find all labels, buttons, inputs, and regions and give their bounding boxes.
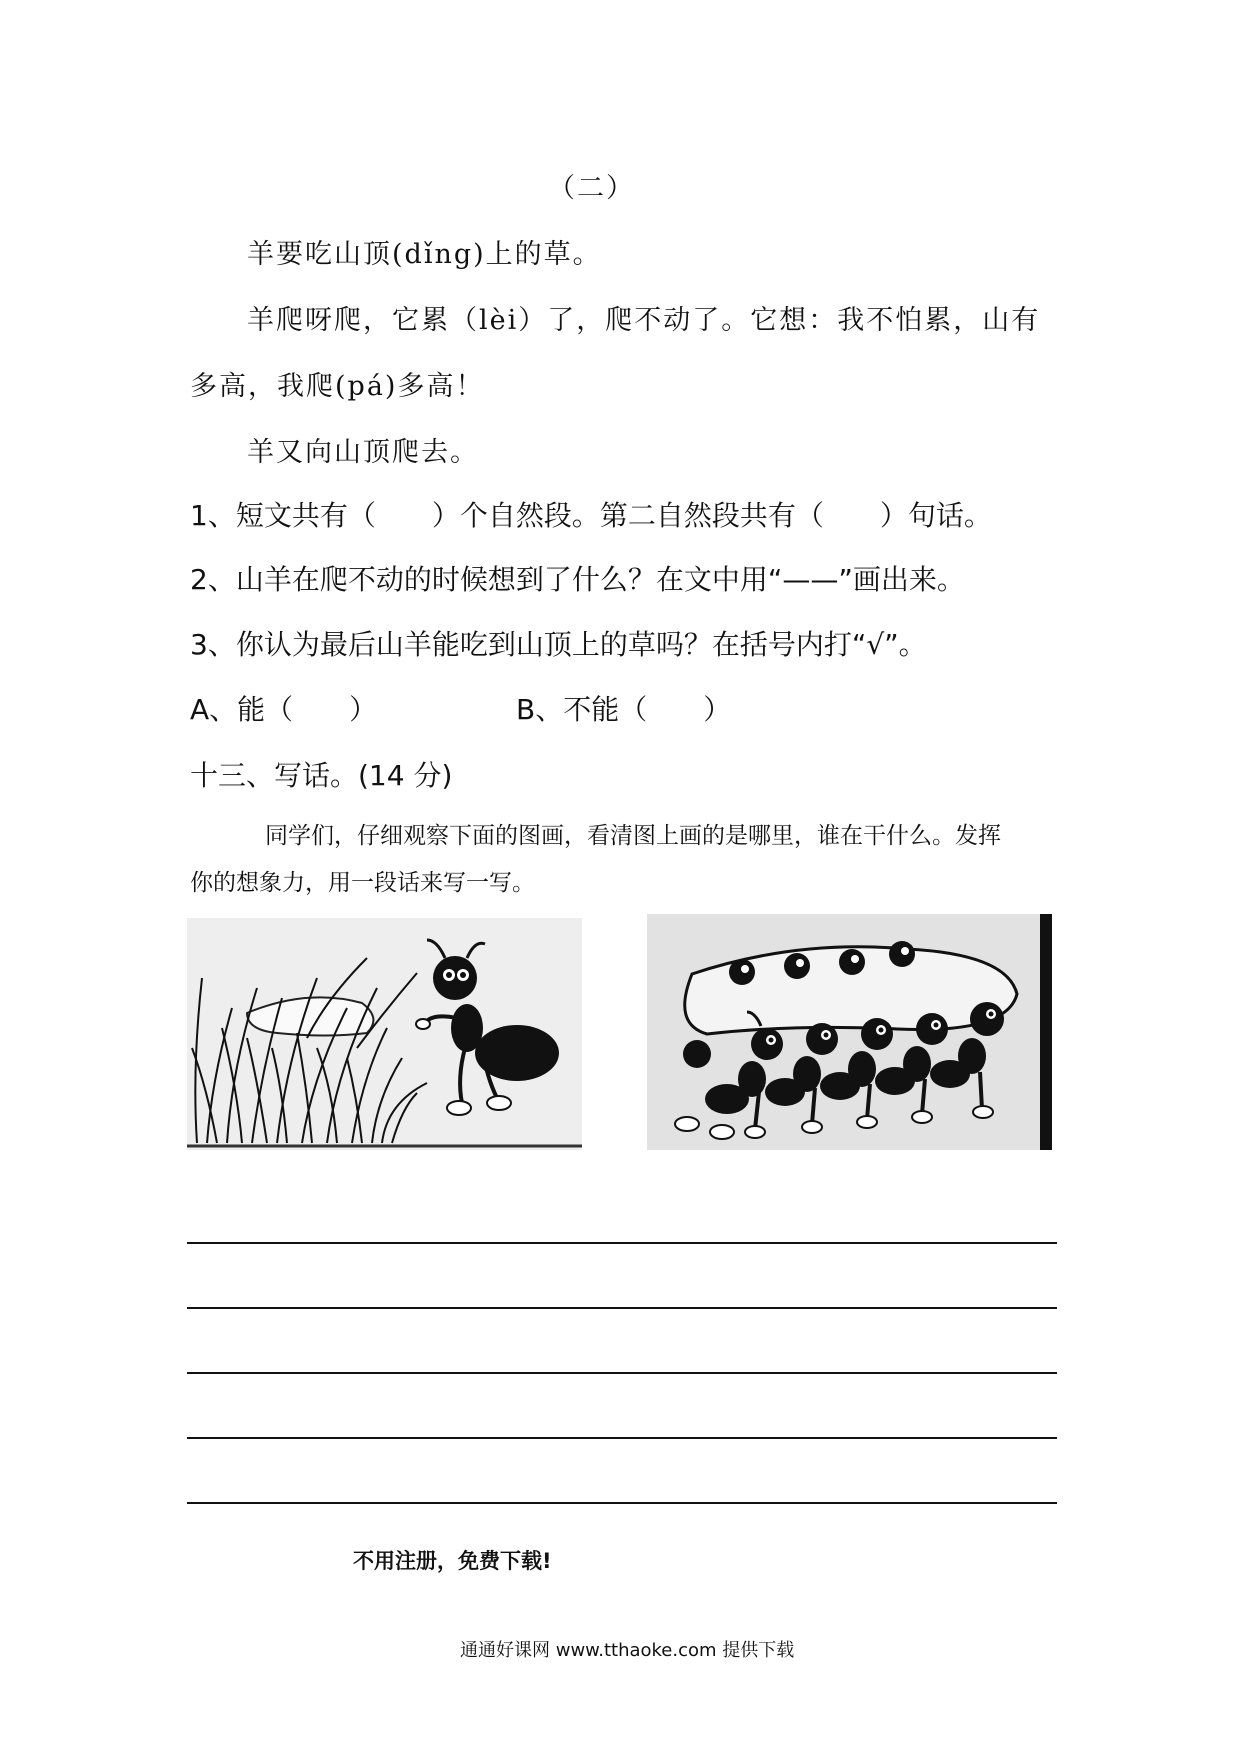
question-1: 1、短文共有（ ）个自然段。第二自然段共有（ ）句话。 — [190, 499, 992, 532]
writing-line-1[interactable] — [187, 1242, 1057, 1244]
writing-prompt-line-2: 你的想象力，用一段话来写一写。 — [190, 870, 535, 896]
ants-carrying-leaf-picture — [647, 914, 1052, 1150]
promo-text: 不用注册，免费下载! — [353, 1549, 552, 1573]
passage-paragraph-1: 羊要吃山顶(dǐng)上的草。 — [247, 239, 602, 270]
writing-line-2[interactable] — [187, 1307, 1057, 1309]
option-a: A、能（ ） — [190, 693, 378, 726]
passage-paragraph-2-line-2: 多高，我爬(pá)多高！ — [190, 371, 485, 402]
writing-line-3[interactable] — [187, 1372, 1057, 1374]
writing-prompt-line-1: 同学们，仔细观察下面的图画，看清图上画的是哪里，谁在干什么。发挥 — [265, 823, 1001, 849]
ant-and-grass-picture — [187, 918, 582, 1150]
option-b: B、不能（ ） — [516, 693, 732, 726]
section-heading: （二） — [548, 173, 635, 204]
writing-line-4[interactable] — [187, 1437, 1057, 1439]
question-2: 2、山羊在爬不动的时候想到了什么？在文中用“——”画出来。 — [190, 563, 965, 596]
writing-line-5[interactable] — [187, 1502, 1057, 1504]
passage-paragraph-3: 羊又向山顶爬去。 — [247, 437, 479, 468]
passage-paragraph-2-line-1: 羊爬呀爬，它累（lèi）了，爬不动了。它想：我不怕累，山有 — [247, 305, 1041, 336]
question-3: 3、你认为最后山羊能吃到山顶上的草吗？在括号内打“√”。 — [190, 628, 927, 661]
footer-text: 通通好课网 www.tthaoke.com 提供下载 — [460, 1640, 795, 1661]
writing-title: 十三、写话。(14 分) — [190, 759, 453, 792]
